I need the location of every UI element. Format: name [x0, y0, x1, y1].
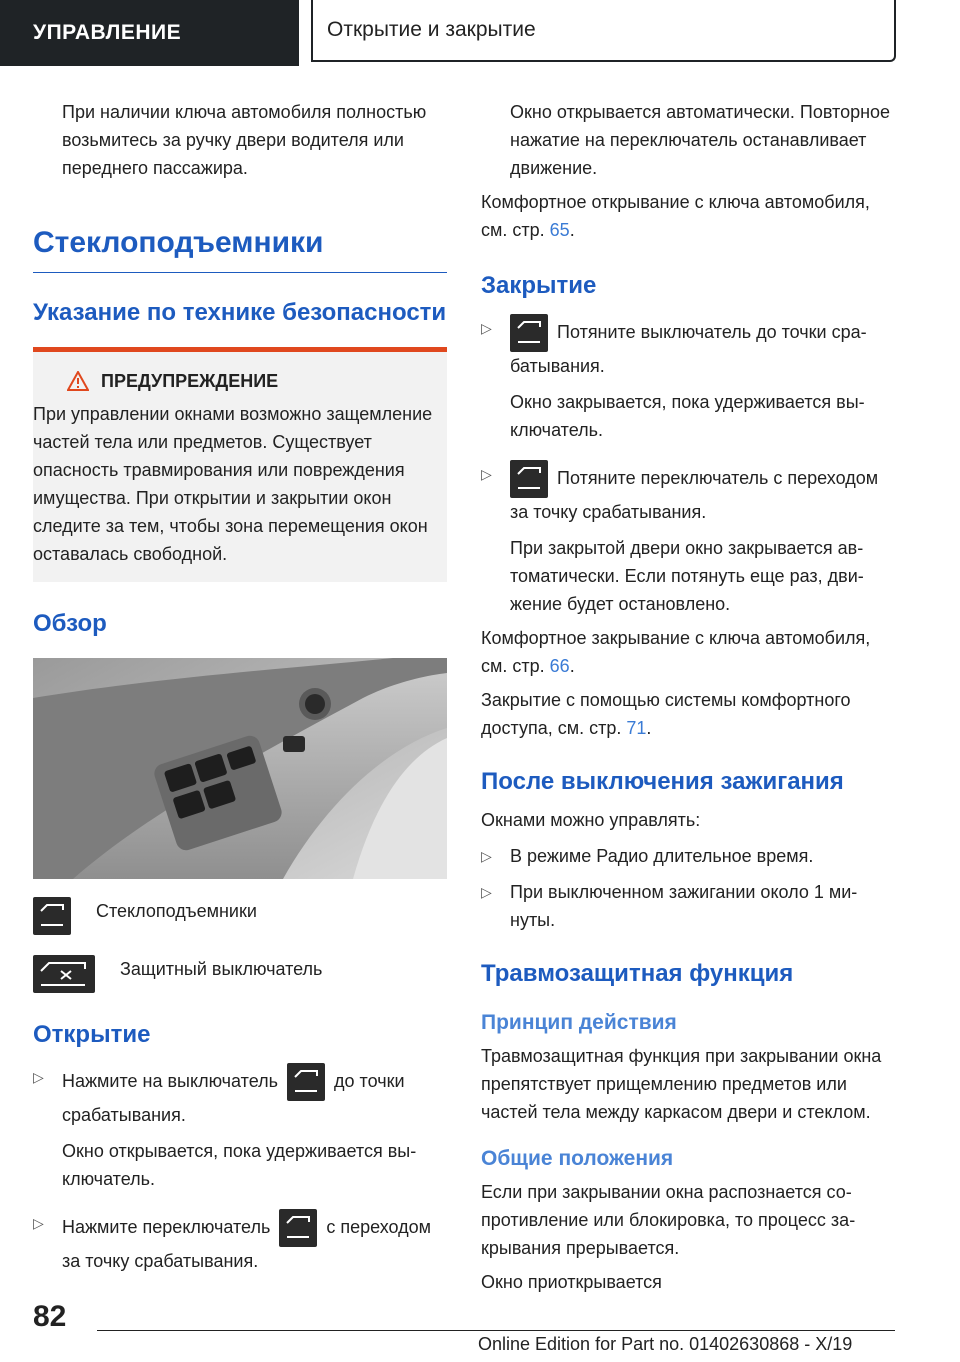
- after-ignition-heading: После выключения зажигания: [481, 768, 844, 795]
- page-link-71[interactable]: 71: [626, 718, 647, 738]
- door-switch-illustration: [33, 658, 447, 879]
- close-step-1: [481, 314, 895, 444]
- opening-heading: Открытие: [33, 1021, 151, 1048]
- comfort-access-ref: Закрытие с помощью системы комфортного доступа, см. стр. 71.: [481, 690, 851, 738]
- section-tab: УПРАВЛЕНИЕ: [0, 0, 299, 66]
- open-step-1: [33, 1063, 447, 1193]
- principle-text: Травмозащитная функция при закрывании окна препятствует прищемлению предметов или частей тела между каркасом двери и стеклом.: [481, 1046, 882, 1122]
- open-step-1-text-a: Нажмите на выключатель: [62, 1070, 278, 1091]
- door-panel-photo: [33, 658, 447, 879]
- after-ignition-item-2: [481, 878, 895, 934]
- page-link-66[interactable]: 66: [549, 656, 570, 676]
- window-switch-icon: [33, 897, 71, 935]
- close-step-1-text: Потяните выключатель до точки срабатывания.: [510, 321, 867, 376]
- closing-heading: Закрытие: [481, 272, 597, 299]
- open-step-1-text-b: до точки срабатывания.: [62, 1070, 405, 1125]
- bullet-triangle-icon: ▷: [481, 466, 492, 482]
- legend-label-safety-switch: Защитный выключатель: [120, 959, 323, 979]
- close-step-2-note: При закрытой двери окно закрывается автоматически. Если потянуть еще раз, движение будет остановлено.: [510, 538, 864, 614]
- close-step-2-text: Потяните переключатель с переходом за точку срабатывания.: [510, 467, 879, 522]
- right-column: [481, 98, 895, 1296]
- after-ignition-item-1-text: В режиме Радио длительное время.: [510, 846, 814, 866]
- close-step-1-note: Окно закрывается, пока удерживается выключатель.: [510, 392, 865, 440]
- intro-paragraph: При наличии ключа автомобиля полностью возьмитесь за ручку двери водителя или переднего пассажира.: [62, 102, 427, 178]
- window-switch-icon: [510, 314, 548, 352]
- warning-text: При управлении окнами возможно защемление частей тела или предметов. Существует опасность травмирования или повреждения имущества. При открытии и закрытии окон следите за тем, чтобы зона перемещения окон оставалась свободной.: [33, 404, 433, 564]
- left-column: [33, 98, 447, 1275]
- general-heading: Общие положения: [481, 1147, 674, 1170]
- open-step-2-text-b: с переходом за точку срабатывания.: [62, 1216, 432, 1271]
- bullet-triangle-icon: ▷: [33, 1069, 44, 1085]
- warning-triangle-icon: [67, 371, 89, 391]
- page-header: [0, 0, 960, 66]
- comfort-access-text: Закрытие с помощью системы комфортного доступа, см. стр.: [481, 690, 851, 738]
- page-number: 82: [33, 1300, 67, 1333]
- bullet-triangle-icon: ▷: [33, 1215, 44, 1231]
- overview-heading: Обзор: [33, 610, 107, 637]
- subsection-tab: Открытие и закрытие: [311, 0, 896, 62]
- legend-label-window-lifts: Стеклоподъемники: [96, 901, 257, 921]
- principle-heading: Принцип действия: [481, 1011, 677, 1034]
- legend-item-safety-switch: [33, 955, 447, 993]
- warning-title-text: ПРЕДУПРЕЖДЕНИЕ: [101, 371, 279, 391]
- bullet-triangle-icon: ▷: [481, 884, 492, 900]
- window-switch-icon: [287, 1063, 325, 1101]
- pinch-protection-heading: Травмозащитная функция: [481, 960, 794, 987]
- open-step-2-text-a: Нажмите переключатель: [62, 1216, 271, 1237]
- comfort-opening-ref: Комфортное открывание с ключа автомобиля, см. стр. 65.: [481, 192, 870, 240]
- bullet-triangle-icon: ▷: [481, 320, 492, 336]
- open-step-1-note: Окно открывается, пока удерживается выключатель.: [62, 1141, 417, 1189]
- edition-text: Online Edition for Part no. 01402630868 - X/19: [478, 1334, 853, 1354]
- after-ignition-item-1: [481, 842, 895, 870]
- window-switch-icon: [510, 460, 548, 498]
- after-ignition-text: Окнами можно управлять:: [481, 810, 701, 830]
- safety-switch-icon: [33, 955, 95, 993]
- general-text-2: Окно приоткрывается: [481, 1272, 662, 1292]
- general-text: Если при закрывании окна распознается сопротивление или блокировка, то процесс закрывания прерывается.: [481, 1182, 856, 1258]
- warning-title: [33, 368, 435, 394]
- page-link-65[interactable]: 65: [549, 220, 570, 240]
- safety-heading: Указание по технике безопасности: [33, 299, 447, 326]
- close-step-2: [481, 460, 895, 618]
- comfort-opening-text: Комфортное открывание с ключа автомобиля, см. стр.: [481, 192, 870, 240]
- warning-box: [33, 347, 447, 582]
- open-step-2: [33, 1209, 447, 1275]
- window-switch-icon: [279, 1209, 317, 1247]
- open-continuation: Окно открывается автоматически. Повторное нажатие на переключатель останавливает движение.: [510, 102, 891, 178]
- legend-item-window-lifts: [33, 897, 447, 935]
- window-lifts-heading: Стеклоподъемники: [33, 226, 324, 259]
- comfort-closing-text: Комфортное закрывание с ключа автомобиля, см. стр.: [481, 628, 871, 676]
- footer-rule: [97, 1330, 895, 1331]
- after-ignition-item-2-text: При выключенном зажигании около 1 минуты.: [510, 882, 858, 930]
- comfort-closing-ref: Комфортное закрывание с ключа автомобиля, см. стр. 66.: [481, 628, 871, 676]
- bullet-triangle-icon: ▷: [481, 848, 492, 864]
